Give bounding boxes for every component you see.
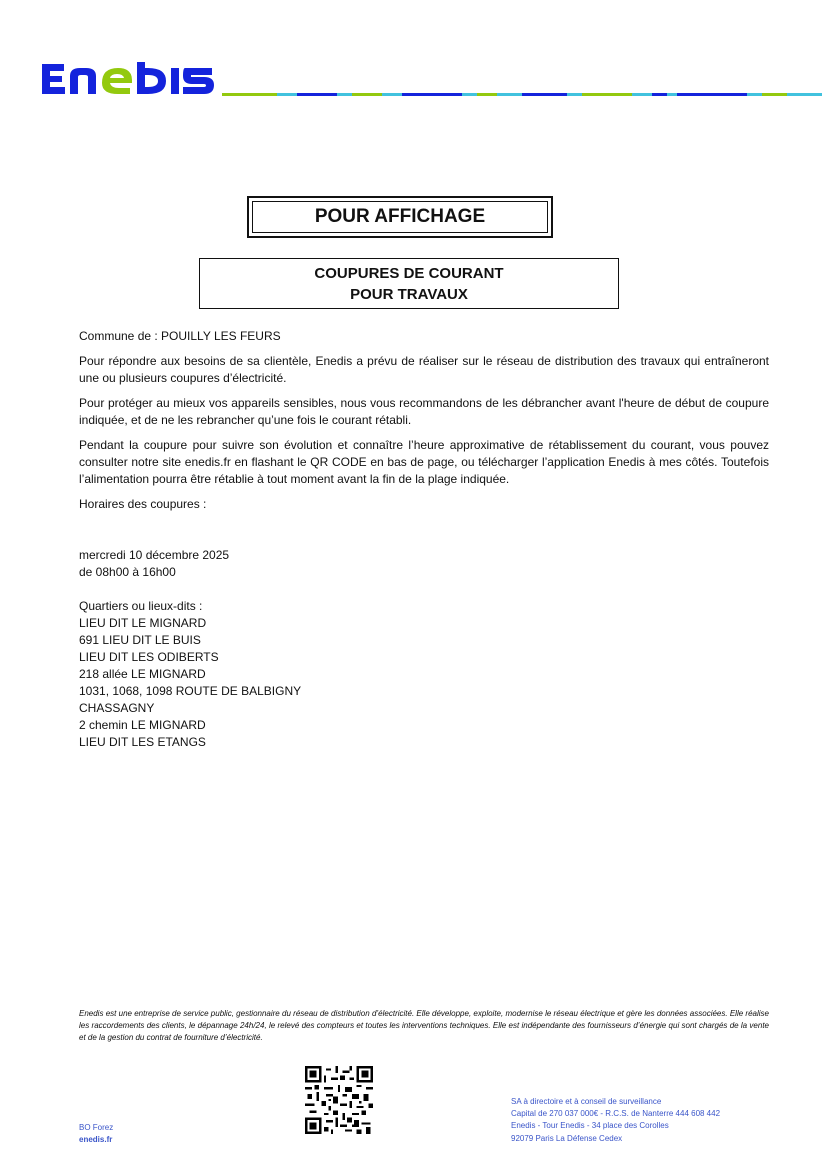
company-info-line: Enedis - Tour Enedis - 34 place des Corolles: [511, 1121, 669, 1131]
coupures-title-line2: POUR TRAVAUX: [350, 285, 468, 303]
footer-office: BO Forez: [79, 1123, 114, 1132]
header-divider: [222, 93, 822, 96]
place-item: LIEU DIT LE MIGNARD: [79, 616, 207, 630]
pour-affichage-box: [247, 196, 553, 238]
footer-website-link[interactable]: enedis.fr: [79, 1135, 113, 1144]
company-info-line: Capital de 270 037 000€ - R.C.S. de Nanterre 444 608 442: [511, 1109, 721, 1119]
place-item: LIEU DIT LES ETANGS: [79, 735, 206, 749]
place-item: CHASSAGNY: [79, 701, 155, 715]
place-item: 2 chemin LE MIGNARD: [79, 718, 206, 732]
pour-affichage-title: POUR AFFICHAGE: [252, 201, 548, 233]
coupures-title-box: [199, 258, 619, 309]
commune-line: Commune de : POUILLY LES FEURS: [79, 329, 281, 343]
enedis-logo: [40, 58, 216, 100]
coupures-title-line1: COUPURES DE COURANT: [314, 264, 504, 282]
place-item: 691 LIEU DIT LE BUIS: [79, 633, 201, 647]
qr-code[interactable]: [305, 1066, 373, 1134]
place-item: LIEU DIT LES ODIBERTS: [79, 650, 219, 664]
horaires-label: Horaires des coupures :: [79, 497, 207, 511]
footer-company-info: [511, 1096, 720, 1145]
legal-disclaimer: Enedis est une entreprise de service public, gestionnaire du réseau de distribution d’électricité. Elle développe, exploite, modernise le réseau électrique et gère les données associées. Elle réalise les raccordements des clients, le dépannage 24h/24, le relevé des compteurs et toutes les interventions techniques. Elle est indépendante des fournisseurs d’énergie qui sont chargés de la vente et de la gestion du contrat de fourniture d’électricité.: [79, 1009, 769, 1042]
outage-time-range: de 08h00 à 16h00: [79, 565, 176, 579]
paragraph-2: Pour protéger au mieux vos appareils sensibles, nous vous recommandons de les débrancher avant l'heure de début de coupure indiquée, et de ne les rebrancher qu’une fois le courant rétabli.: [79, 396, 769, 427]
place-item: 1031, 1068, 1098 ROUTE DE BALBIGNY: [79, 684, 302, 698]
company-info-line: SA à directoire et à conseil de surveillance: [511, 1097, 662, 1106]
quartiers-label: Quartiers ou lieux-dits :: [79, 599, 203, 613]
paragraph-1: Pour répondre aux besoins de sa clientèle, Enedis a prévu de réaliser sur le réseau de distribution des travaux qui entraîneront une ou plusieurs coupures d’électricité.: [79, 354, 769, 385]
place-item: 218 allée LE MIGNARD: [79, 667, 206, 681]
outage-date: mercredi 10 décembre 2025: [79, 548, 230, 562]
paragraph-3: Pendant la coupure pour suivre son évolution et connaître l’heure approximative de rétablissement du courant, vous pouvez consulter notre site enedis.fr en flashant le QR CODE en bas de page, ou télécharger l’application Enedis à mes côtés. Toutefois l’alimentation pourra être rétablie à tout moment avant la fin de la plage indiquée.: [79, 438, 769, 486]
company-info-line: 92079 Paris La Défense Cedex: [511, 1133, 623, 1143]
